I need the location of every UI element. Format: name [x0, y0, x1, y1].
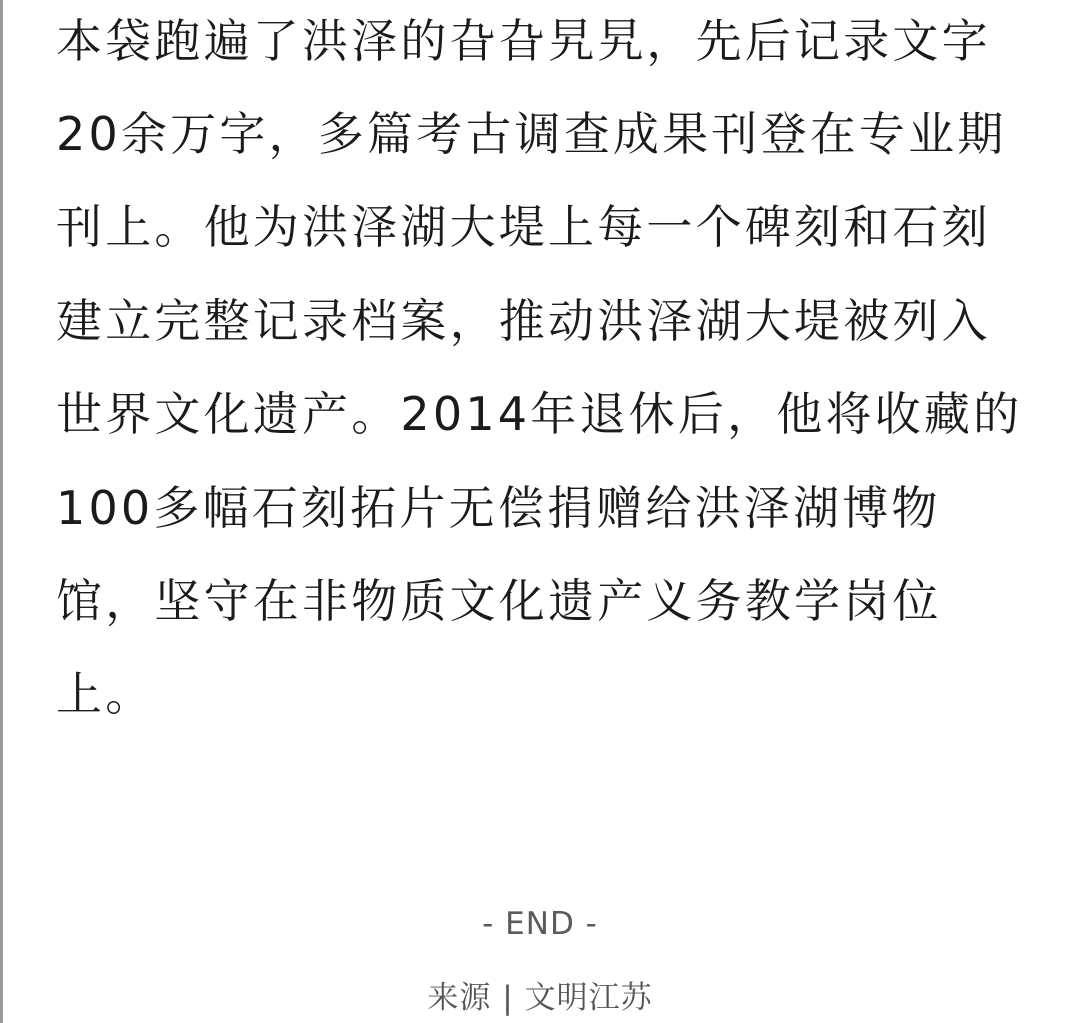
article-paragraph-line: 刊上。他为洪泽湖大堤上每一个碑刻和石刻 — [56, 200, 991, 254]
article-paragraph-line: 馆，坚守在非物质文化遗产义务教学岗位 — [56, 574, 942, 628]
article-paragraph-line: 20余万字，多篇考古调查成果刊登在专业期 — [56, 107, 1007, 161]
article-paragraph-line: 本袋跑遍了洪泽的旮旮旯旯，先后记录文字 — [56, 14, 991, 68]
article-paragraph-line: 100多幅石刻拓片无偿捐赠给洪泽湖博物 — [56, 481, 941, 535]
article-paragraph-line: 世界文化遗产。2014年退休后，他将收藏的 — [56, 387, 1023, 441]
source-credit: 来源 | 文明江苏 — [427, 980, 653, 1016]
article-paragraph-line: 建立完整记录档案，推动洪泽湖大堤被列入 — [56, 294, 991, 348]
article-paragraph-line: 上。 — [56, 667, 155, 721]
end-marker: - END - — [482, 906, 598, 942]
